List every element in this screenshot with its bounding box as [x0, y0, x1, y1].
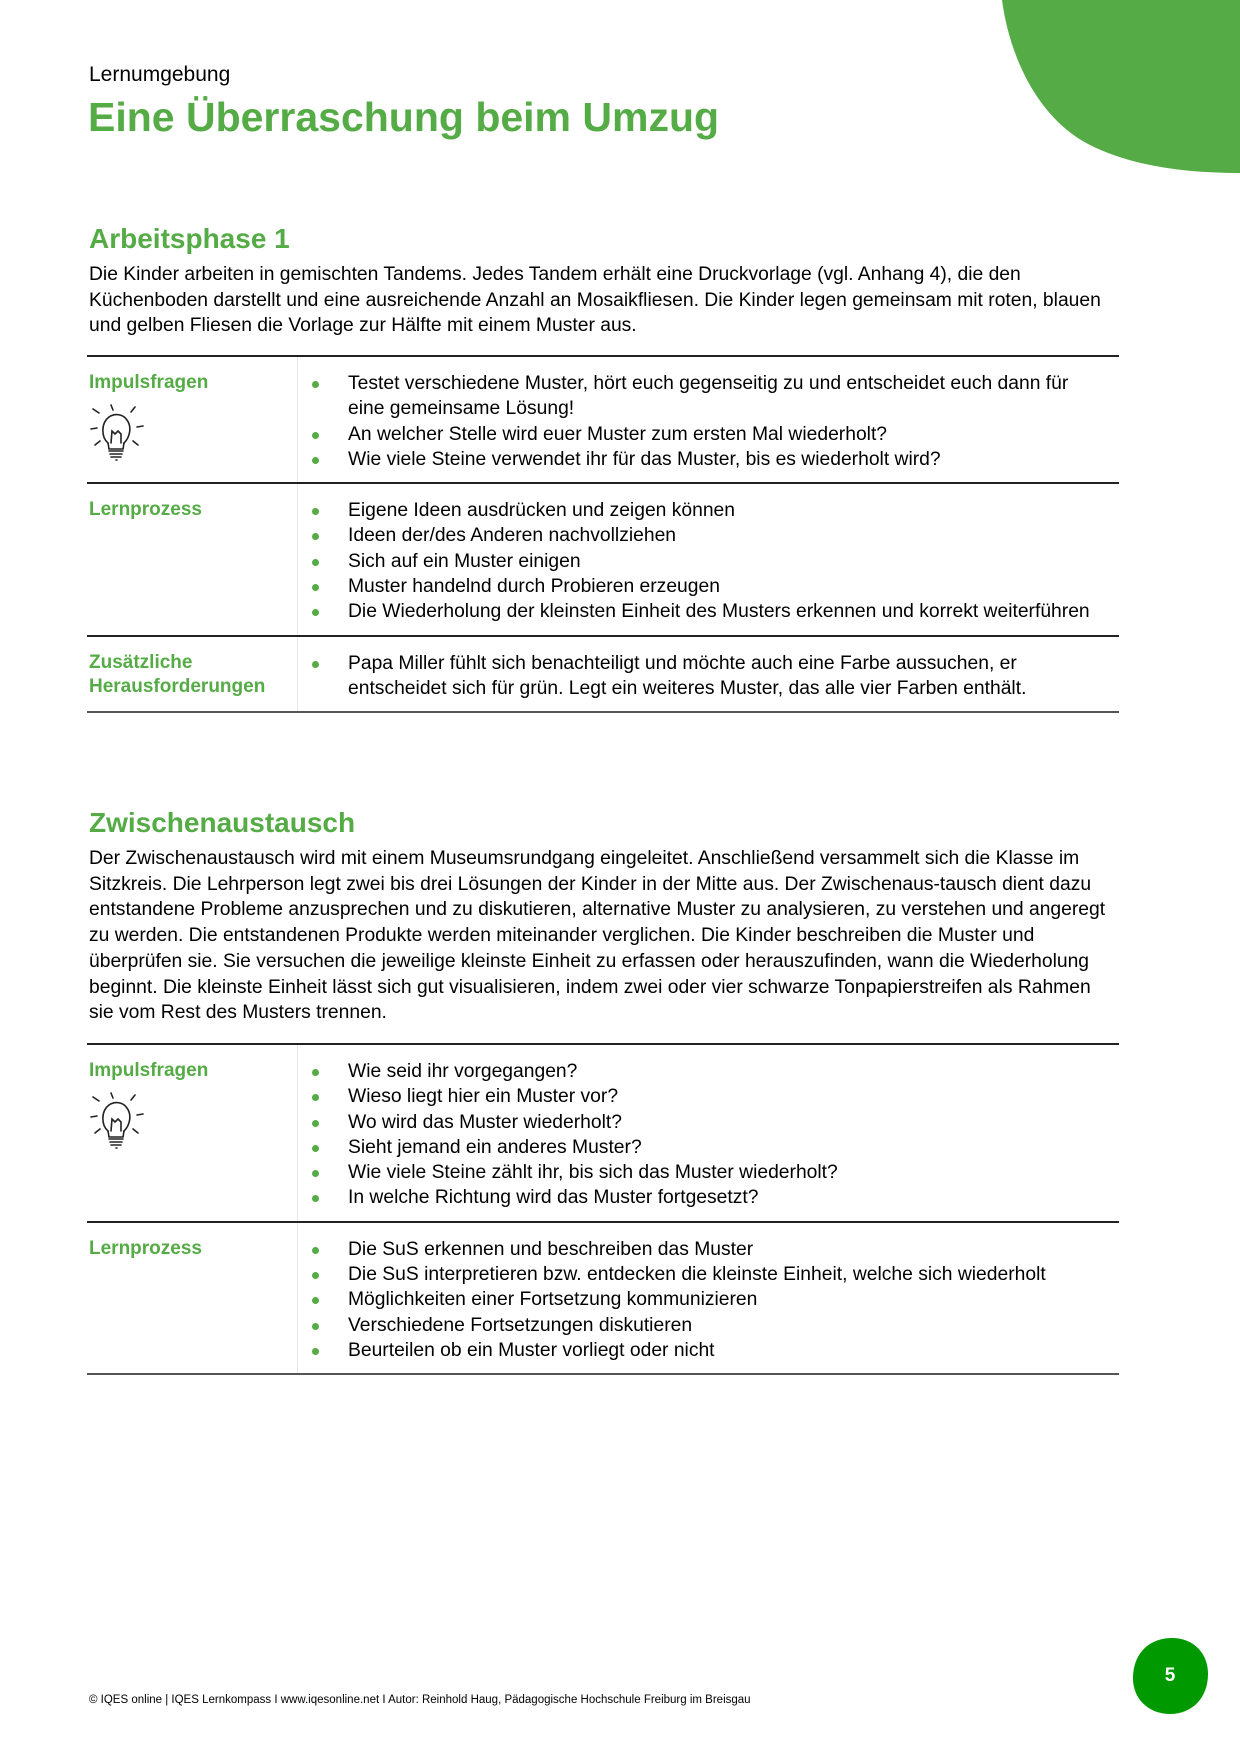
list-item: Beurteilen ob ein Muster vorliegt oder nicht [298, 1338, 1119, 1363]
row-label: Zusätzliche Herausforderungen [89, 651, 266, 697]
list-item: Eigene Ideen ausdrücken und zeigen können [298, 498, 1119, 523]
bullet-icon [312, 432, 319, 439]
bullet-icon [312, 1094, 319, 1101]
bullet-list [298, 498, 1119, 624]
row-label-cell [87, 1045, 298, 1221]
bullet-icon [312, 533, 319, 540]
row-content-cell [298, 484, 1119, 634]
corner-decoration [980, 0, 1240, 175]
row-label-cell [87, 357, 298, 482]
list-item: Wieso liegt hier ein Muster vor? [298, 1084, 1119, 1109]
section-paragraph-arbeitsphase: Die Kinder arbeiten in gemischten Tandems. Jedes Tandem erhält eine Druckvorlage (vgl. Anhang 4), die den Küchenboden darstellt und eine ausreichende Anzahl an Mosaikfliesen. Die Kinder legen gemeinsam mit roten, blauen und gelben Fliesen die Vorlage zur Hälfte mit einem Muster aus. [89, 264, 1101, 337]
row-label-cell [87, 637, 298, 712]
bullet-list [298, 651, 1119, 702]
row-label-cell [87, 484, 298, 634]
lightbulb-icon [89, 1091, 145, 1149]
bullet-icon [312, 1195, 319, 1202]
bullet-list [298, 1237, 1119, 1363]
bullet-icon [312, 1323, 319, 1330]
bullet-icon [312, 559, 319, 566]
row-label: Impulsfragen [89, 372, 209, 393]
section-heading-zwischenaustausch: Zwischenaustausch [89, 807, 356, 838]
row-content-cell [298, 357, 1119, 482]
page-title: Eine Überraschung beim Umzug [88, 94, 720, 140]
bullet-icon [312, 508, 319, 515]
list-item: Muster handelnd durch Probieren erzeugen [298, 574, 1119, 599]
section-heading-arbeitsphase: Arbeitsphase 1 [89, 223, 290, 254]
table-row-impulsfragen [87, 355, 1119, 482]
bullet-icon [312, 457, 319, 464]
list-item: Wie viele Steine zählt ihr, bis sich das Muster wiederholt? [298, 1160, 1119, 1185]
row-content-cell [298, 637, 1119, 712]
list-item: Sich auf ein Muster einigen [298, 549, 1119, 574]
list-item: Ideen der/des Anderen nachvollziehen [298, 523, 1119, 548]
bullet-list [298, 1059, 1119, 1211]
document-kicker: Lernumgebung [89, 63, 231, 86]
footer-copyright: © IQES online | IQES Lernkompass I www.iqesonline.net I Autor: Reinhold Haug, Pädagogische Hochschule Freiburg im Breisgau [89, 1694, 751, 1706]
bullet-icon [312, 661, 319, 668]
list-item: Wie seid ihr vorgegangen? [298, 1059, 1119, 1084]
section-paragraph-zwischenaustausch: Der Zwischenaustausch wird mit einem Museumsrundgang eingeleitet. Anschließend versammelt sich die Klasse im Sitzkreis. Die Lehrperson legt zwei bis drei Lösungen der Kinder in der Mitte aus. Der Zwischenaus-tausch dient dazu entstandene Probleme anzusprechen und zu diskutieren, alternative Muster zu analysieren, zu verstehen und angeregt zu werden. Die entstandenen Produkte werden miteinander verglichen. Die Kinder beschreiben die Muster und überprüfen sie. Sie versuchen die jeweilige kleinste Einheit zu erfassen oder herauszufinden, wann die Wiederholung beginnt. Die kleinste Einheit lässt sich gut visualisieren, indem zwei oder vier schwarze Tonpapierstreifen als Rahmen sie vom Rest des Musters trennen. [89, 848, 1106, 1024]
list-item: Die SuS erkennen und beschreiben das Muster [298, 1237, 1119, 1262]
row-label-cell [87, 1223, 298, 1373]
list-item: Möglichkeiten einer Fortsetzung kommunizieren [298, 1287, 1119, 1312]
table-row-impulsfragen [87, 1043, 1119, 1221]
list-item: Papa Miller fühlt sich benachteiligt und möchte auch eine Farbe aussuchen, er entscheidet sich für grün. Legt ein weiteres Muster, das alle vier Farben enthält. [298, 651, 1119, 702]
list-item: Wo wird das Muster wiederholt? [298, 1110, 1119, 1135]
bullet-icon [312, 609, 319, 616]
list-item: Sieht jemand ein anderes Muster? [298, 1135, 1119, 1160]
list-item: Testet verschiedene Muster, hört euch gegenseitig zu und entscheidet euch dann für eine gemeinsame Lösung! [298, 371, 1119, 422]
zwischenaustausch-table [87, 1043, 1119, 1375]
row-label: Lernprozess [89, 499, 202, 521]
row-label: Impulsfragen [89, 1060, 209, 1081]
bullet-icon [312, 584, 319, 591]
bullet-icon [312, 381, 319, 388]
bullet-icon [312, 1297, 319, 1304]
arbeitsphase-table [87, 355, 1119, 713]
page-number: 5 [1164, 1665, 1176, 1686]
row-label: Lernprozess [89, 1237, 202, 1259]
list-item: Verschiedene Fortsetzungen diskutieren [298, 1313, 1119, 1338]
bullet-icon [312, 1247, 319, 1254]
list-item: Die Wiederholung der kleinsten Einheit des Musters erkennen und korrekt weiterführen [298, 599, 1119, 624]
list-item: In welche Richtung wird das Muster fortgesetzt? [298, 1185, 1119, 1210]
list-item: Die SuS interpretieren bzw. entdecken die kleinste Einheit, welche sich wiederholt [298, 1262, 1119, 1287]
lightbulb-icon [89, 403, 145, 461]
bullet-icon [312, 1170, 319, 1177]
bullet-icon [312, 1145, 319, 1152]
table-row-herausforderungen [87, 635, 1119, 714]
bullet-list [298, 371, 1119, 472]
list-item: An welcher Stelle wird euer Muster zum ersten Mal wiederholt? [298, 422, 1119, 447]
bullet-icon [312, 1348, 319, 1355]
table-row-lernprozess [87, 1221, 1119, 1375]
table-row-lernprozess [87, 482, 1119, 634]
bullet-icon [312, 1120, 319, 1127]
row-content-cell [298, 1223, 1119, 1373]
bullet-icon [312, 1272, 319, 1279]
page-number-badge [1130, 1636, 1210, 1716]
bullet-icon [312, 1069, 319, 1076]
list-item: Wie viele Steine verwendet ihr für das Muster, bis es wiederholt wird? [298, 447, 1119, 472]
row-content-cell [298, 1045, 1119, 1221]
